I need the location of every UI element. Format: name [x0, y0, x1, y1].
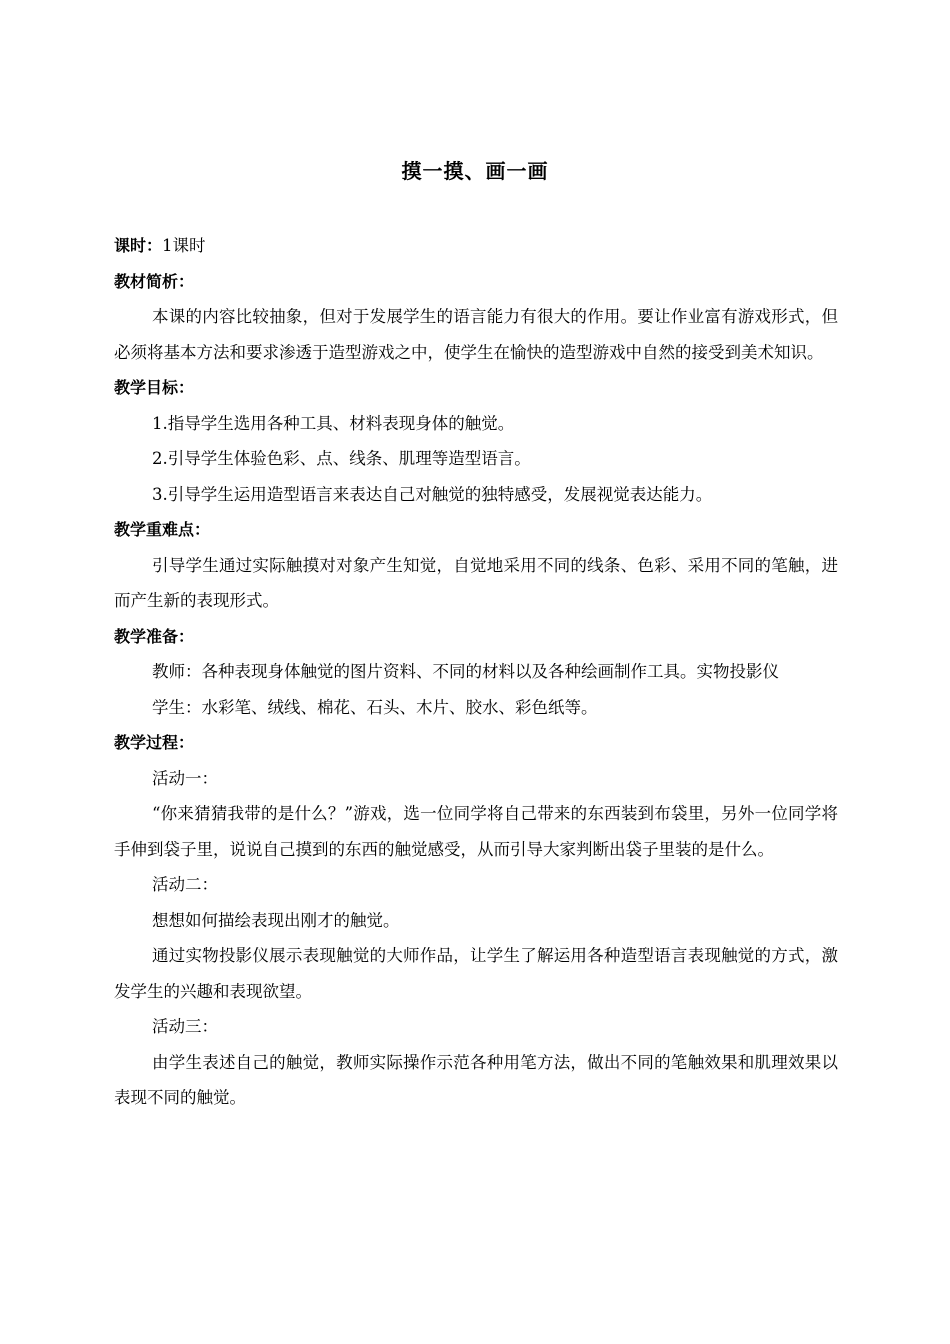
document-title: 摸一摸、画一画 [401, 159, 549, 183]
key-points-heading: 教学重难点： [114, 520, 211, 539]
activity3-label: 活动三： [152, 1017, 218, 1036]
preparation-heading: 教学准备： [114, 626, 195, 646]
activity3-text: 由学生表述自己的触觉，教师实际操作示范各种用笔方法，做出不同的笔触效果和肌理效果以表现不同的触觉。 [114, 1052, 838, 1107]
goal-item: 1.指导学生选用各种工具、材料表现身体的触觉。 [152, 413, 515, 433]
activity2-text: 通过实物投影仪展示表现触觉的大师作品，让学生了解运用各种造型语言表现触觉的方式，激发学生的兴趣和表现欲望。 [114, 946, 838, 1001]
key-points-text: 引导学生通过实际触摸对对象产生知觉，自觉地采用不同的线条、色彩、采用不同的笔触，进而产生新的表现形式。 [114, 555, 838, 610]
analysis-text: 本课的内容比较抽象，但对于发展学生的语言能力有很大的作用。要让作业富有游戏形式，但必须将基本方法和要求渗透于造型游戏之中，使学生在愉快的造型游戏中自然的接受到美术知识。 [114, 307, 838, 362]
activity1-label: 活动一： [152, 768, 218, 788]
activity2-text: 想想如何描绘表现出刚才的触觉。 [152, 910, 400, 930]
lesson-time [114, 228, 838, 264]
lesson-time-label: 课时： [114, 236, 163, 255]
process-heading: 教学过程： [114, 733, 195, 752]
goals-heading: 教学目标： [114, 378, 195, 397]
preparation-student: 学生：水彩笔、绒线、棉花、石头、木片、胶水、彩色纸等。 [152, 697, 598, 717]
goal-item: 2.引导学生体验色彩、点、线条、肌理等造型语言。 [152, 449, 531, 468]
preparation-teacher: 教师：各种表现身体触觉的图片资料、不同的材料以及各种绘画制作工具。实物投影仪 [152, 662, 779, 681]
document-body [114, 228, 838, 1116]
lesson-time-value: 1课时 [162, 236, 206, 255]
goal-item: 3.引导学生运用造型语言来表达自己对触觉的独特感受，发展视觉表达能力。 [152, 484, 713, 504]
activity2-label: 活动二： [152, 875, 218, 894]
activity1-text: “你来猜猜我带的是什么？”游戏，选一位同学将自己带来的东西装到布袋里，另外一位同学将手伸到袋子里，说说自己摸到的东西的触觉感受，从而引导大家判断出袋子里装的是什么。 [114, 804, 838, 859]
analysis-heading: 教材简析： [114, 271, 195, 291]
